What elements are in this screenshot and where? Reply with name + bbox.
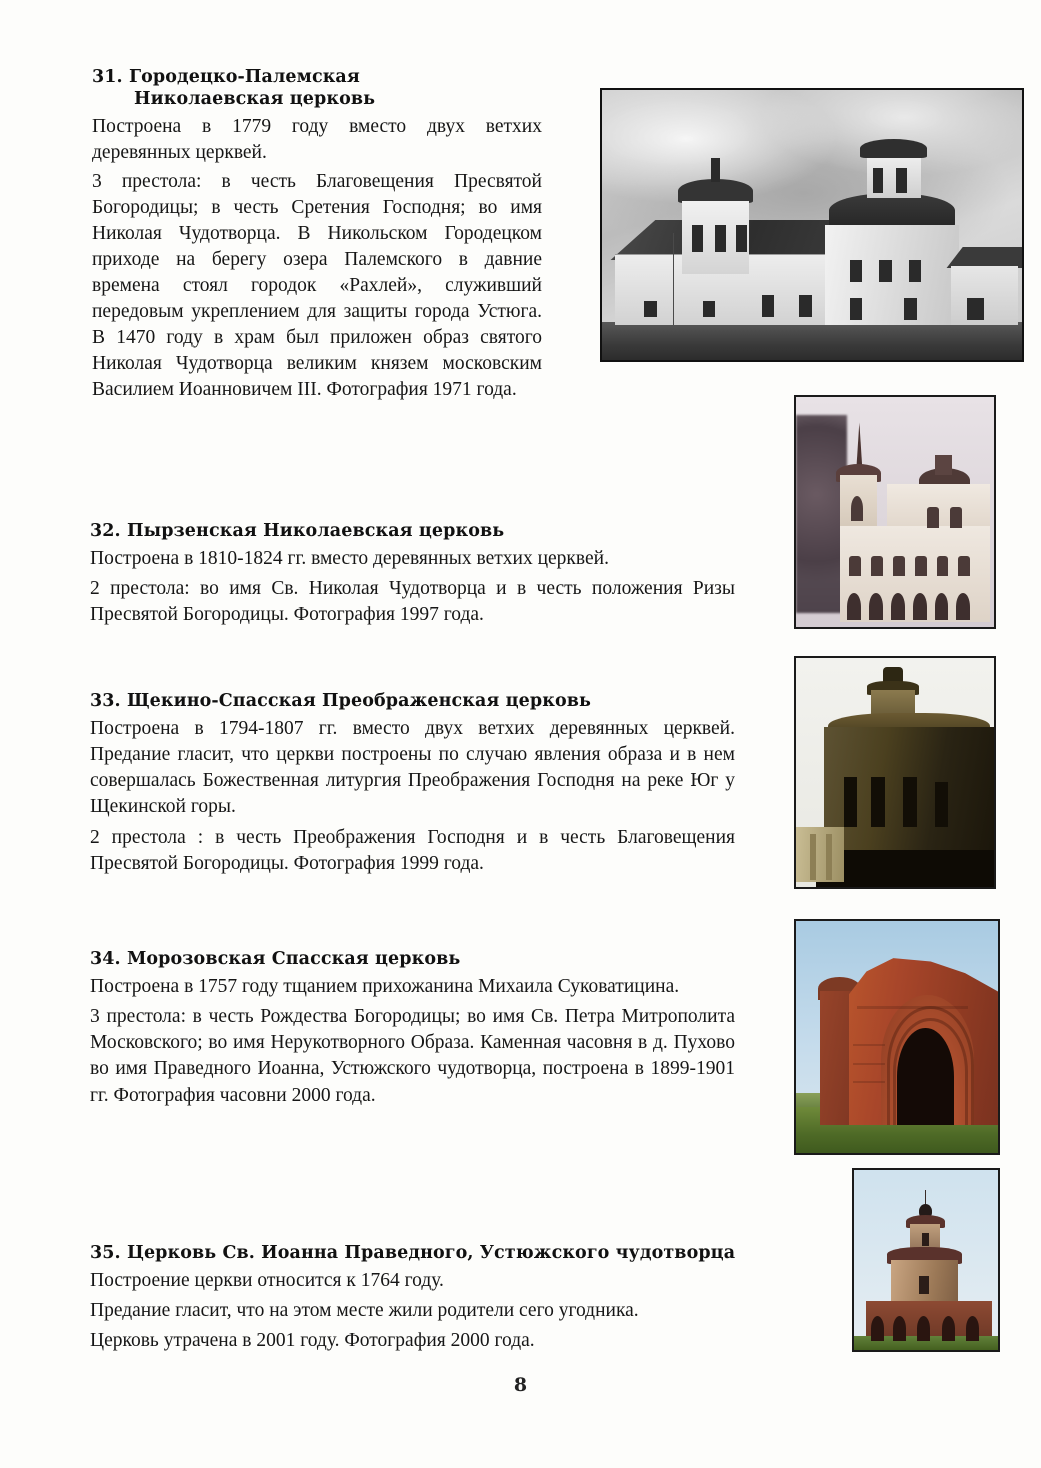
main-drum-cap xyxy=(860,139,927,158)
side-annexe xyxy=(951,266,1018,325)
brick-course xyxy=(857,1006,968,1009)
window xyxy=(703,301,716,317)
arch-opening xyxy=(966,1316,979,1341)
main-drum xyxy=(935,455,953,476)
entry-35-paragraph-3: Церковь утрачена в 2001 году. Фотография 2000 года. xyxy=(90,1330,535,1352)
entry-32-title: 32. Пырзенская Николаевская церковь xyxy=(90,521,505,541)
entry-34-title: 34. Морозовская Спасская церковь xyxy=(90,949,461,969)
arch-opening xyxy=(913,593,927,621)
entry-31-paragraph-1: Построена в 1779 году вместо двух ветхих деревянных церквей. xyxy=(92,115,542,163)
fence-post xyxy=(810,834,816,880)
entry-34-paragraph-1: Построена в 1757 году тщанием прихожанина Михаила Суковатицина. xyxy=(90,976,680,998)
window-opening xyxy=(903,777,917,827)
photo-church-gorodecko-palemskaya xyxy=(600,88,1024,362)
photo-3-scene xyxy=(796,658,994,887)
doorway xyxy=(897,1028,954,1125)
window xyxy=(850,298,863,320)
window xyxy=(715,225,726,252)
photo-4-scene xyxy=(796,921,998,1153)
window xyxy=(896,168,907,192)
arch-opening xyxy=(935,593,949,621)
entry-35-paragraph-1: Построение церкви относится к 1764 году. xyxy=(90,1270,444,1292)
window xyxy=(873,168,884,192)
arch-opening xyxy=(869,593,883,621)
entry-31-title-line-1: 31. Городецко-Палемская xyxy=(92,67,360,87)
window-opening xyxy=(935,782,949,828)
entry-35-title: 35. Церковь Св. Иоанна Праведного, Устюжского чудотворца xyxy=(90,1243,736,1263)
photo-5-scene xyxy=(854,1170,998,1350)
entry-31-paragraph-2: 3 престола: в честь Благовещения Пресвятой Богородицы; в честь Сретения Господня; во имя Николая Чудотворца. В Никольском Городецком приходе на берегу озера Палемского в давние времена стоял городок «Рахлей», служивший передовым укреплением для защиты города Устюга. В 1470 году в храм был приложен образ святого Николая Чудотворца великим князем московским Василием Иоанновичем III. Фотография 1971 года. xyxy=(92,170,542,401)
arch-opening xyxy=(956,593,970,621)
arch-opening xyxy=(871,1316,884,1341)
window xyxy=(736,225,747,252)
arch-opening xyxy=(891,593,905,621)
entry-31 xyxy=(92,66,544,403)
arch-opening xyxy=(917,1316,930,1341)
main-block xyxy=(825,225,959,325)
entry-32 xyxy=(90,520,735,628)
brick-course xyxy=(853,1081,885,1083)
entry-31-title-line-2: Николаевская церковь xyxy=(134,89,376,110)
photo-church-pyrzenskaya xyxy=(794,395,996,629)
window xyxy=(927,507,939,528)
window xyxy=(799,295,812,317)
fence xyxy=(796,827,844,882)
photo-church-schekino-spasskaya xyxy=(794,656,996,889)
window xyxy=(915,556,927,577)
photo-church-ioanna-pravednogo xyxy=(852,1168,1000,1352)
entry-33-title: 33. Щекино-Спасская Преображенская церковь xyxy=(90,691,591,711)
entry-35-paragraph-2: Предание гласит, что на этом месте жили родители сего угодника. xyxy=(90,1300,639,1322)
window xyxy=(909,260,922,282)
belltower-spire xyxy=(711,158,720,182)
window xyxy=(950,507,962,528)
page-number: 8 xyxy=(513,1374,528,1396)
entry-33 xyxy=(90,690,735,877)
pole xyxy=(673,233,674,325)
belltower-window xyxy=(851,496,863,521)
window xyxy=(893,556,905,577)
ground xyxy=(602,322,1022,360)
entry-32-paragraph-2: 2 престола: во имя Св. Николая Чудотворца и в честь положения Ризы Пресвятой Богородицы. Фотография 1997 года. xyxy=(90,578,735,626)
brick-course xyxy=(853,1044,885,1046)
arch-opening xyxy=(893,1316,906,1341)
window xyxy=(692,225,703,252)
window xyxy=(762,295,775,317)
window-opening xyxy=(844,777,858,827)
window xyxy=(904,298,917,320)
window xyxy=(937,556,949,577)
entry-34 xyxy=(90,948,735,1109)
lantern-window xyxy=(922,1233,929,1246)
window xyxy=(871,556,883,577)
photo-1-scene xyxy=(602,90,1022,360)
entry-33-paragraph-1: Построена в 1794-1807 гг. вместо двух ветхих деревянных церквей. Предание гласит, что церкви построены по случаю явления образа и в нем совершалась Божественная литургия Преображения Господня на реке Юг у Щекинской горы. xyxy=(90,718,735,818)
entry-32-paragraph-1: Построена в 1810-1824 гг. вместо деревянных ветхих церквей. xyxy=(90,548,609,570)
window-opening xyxy=(871,777,885,827)
entry-34-paragraph-2: 3 престола: в честь Рождества Богородицы; во имя Св. Петра Митрополита Московского; во имя Нерукотворного Образа. Каменная часовня в д. Пухово во имя Праведного Иоанна, Устюжского чудотворца, построена в 1899-1901 гг. Фотография часовни 2000 года. xyxy=(90,1006,735,1106)
arch-opening xyxy=(847,593,861,621)
window xyxy=(644,301,657,317)
photo-chapel-puhovo xyxy=(794,919,1000,1155)
entry-35 xyxy=(90,1242,745,1354)
brick-course xyxy=(853,1063,885,1065)
window xyxy=(919,1276,929,1294)
entry-33-paragraph-2: 2 престола : в честь Преображения Господня и в честь Благовещения Пресвятой Богородицы. Фотография 1999 года. xyxy=(90,826,735,874)
window xyxy=(967,298,984,320)
arch-opening xyxy=(942,1316,955,1341)
window xyxy=(958,556,970,577)
fence-post xyxy=(826,834,832,880)
window xyxy=(850,260,863,282)
photo-2-scene xyxy=(796,397,994,627)
window xyxy=(849,556,861,577)
window xyxy=(879,260,892,282)
